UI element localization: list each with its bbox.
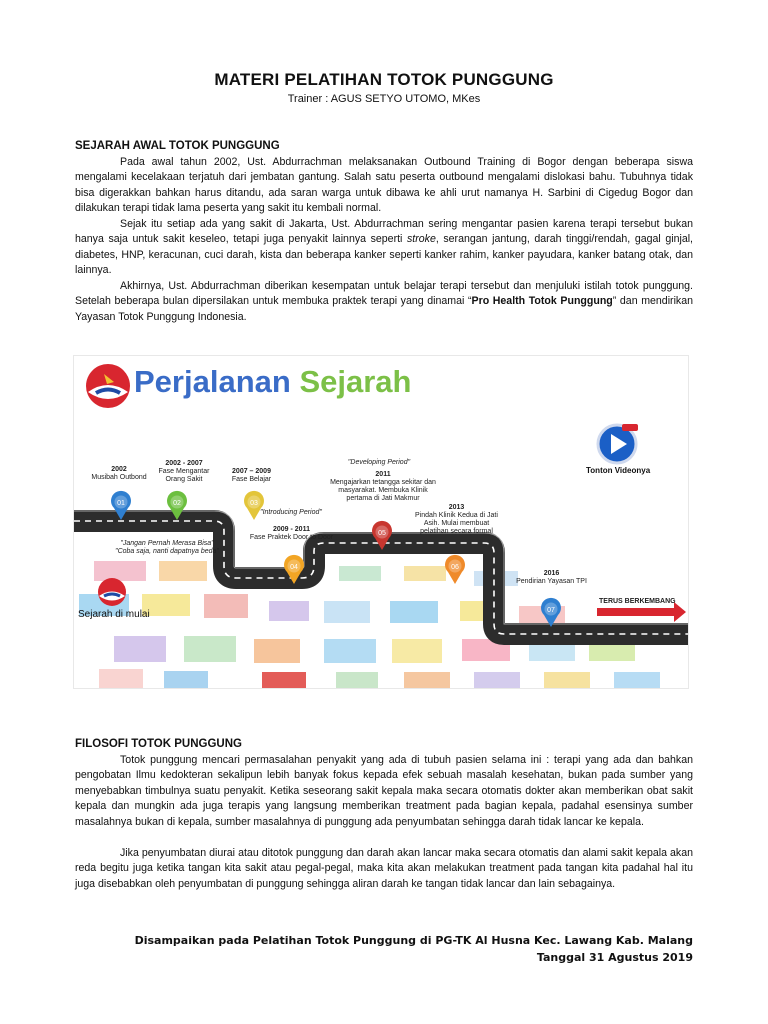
milestone-label-06 [409,504,504,536]
sejarah-p2-text-b: , serangan jantung, darah tinggi/rendah, gagal ginjal, diabetes, HNP, keracunan, cuci darah, kista dan beberapa kanker seperti kanker rahim, kanker payudara, kanker batang otak, dan lainnya. [75,233,694,277]
section-heading-sejarah: SEJARAH AWAL TOTOK PUNGGUNG [75,140,280,152]
milestone-year: 2009 - 2011 [273,526,310,533]
sejarah-p3-text-a: Akhirnya, Ust. Abdurrachman diberikan kesempatan untuk belajar terapi tersebut dan menjuluki istilah totok punggung. Setelah beberapa bulan dipersilakan untuk membuka praktek terapi yang dinamai “ [75,280,693,308]
terus-label: TERUS BERKEMBANG [599,598,676,605]
milestone-text: Musibah Outbond [91,474,147,481]
milestone-number: 05 [378,530,386,537]
sejarah-paragraph-1 [75,155,693,217]
document-title: MATERI PELATIHAN TOTOK PUNGGUNG [214,70,554,89]
milestone-year: 2011 [375,471,391,478]
title-word-2: Sejarah [299,364,412,399]
infographic-title [134,364,411,400]
milestone-year: 2002 - 2007 [165,460,203,467]
quote-2: "Introducing Period" [260,509,322,516]
milestone-text: Fase Mengantar Orang Sakit [158,468,210,483]
milestone-number: 03 [250,500,258,507]
milestone-pin-06 [445,555,465,584]
terus-arrow [597,602,686,622]
milestone-number: 07 [547,607,555,614]
trainer-line: Trainer : AGUS SETYO UTOMO, MKes [287,93,481,105]
sejarah-paragraph-2 [75,217,693,279]
milestone-text: Fase Praktek Door to Door [249,534,334,541]
pro-health-name: Pro Health Totok Punggung [471,295,613,308]
video-label[interactable]: Tonton Videonya [586,466,651,475]
sejarah-p3-text-b: ” dan mendirikan Yayasan Totok Punggung Indonesia. [75,295,694,323]
milestone-number: 04 [290,564,298,571]
quote-1: "Jangan Pernah Merasa Bisa" "Coba saja, nanti dapatnya beda" [115,540,219,555]
milestone-label-07 [504,570,599,586]
filosofi-paragraph-1 [75,753,693,830]
infographic-graphics [74,356,688,688]
title-word-1: Perjalanan [134,364,291,399]
quote-3: "Developing Period" [347,459,411,466]
milestone-label-04 [244,526,339,542]
filosofi-p2-text: Jika penyumbatan diurai atau ditotok punggung dan darah akan lancar maka secara otomatis dan alami sakit kepala akan reda begitu juga ketika tangan kita sakit atau pegal-pegal, maka kita akan melakukan treatment pada tangan kita padahal hal itu juga disebabkan oleh penyumbatan di punggung sehingga aliran darah ke tangan tidak lancar dan lain sebagainya. [75,847,693,890]
milestone-text: Pindah Klinik Kedua di Jati Asih. Mulai membuat pelatihan secara formal [415,512,498,535]
section-heading-filosofi: FILOSOFI TOTOK PUNGGUNG [75,738,242,750]
milestone-text: Mengajarkan tetangga sekitar dan masyarakat. Membuka Klinik pertama di Jati Makmur [330,479,436,502]
milestone-number: 02 [173,500,181,507]
play-video-icon[interactable] [598,424,638,463]
sejarah-paragraph-3 [75,279,693,325]
milestone-number: 06 [451,564,459,571]
sejarah-p2-text-a: Sejak itu setiap ada yang sakit di Jakarta, Ust. Abdurrachman sering mengantar pasien karena terapi tersebut bukan hanya saja untuk sakit keseleo, tetapi juga penyakit lainnya seperti [75,218,693,246]
footer-line-1: Disampaikan pada Pelatihan Totok Punggung di PG-TK Al Husna Kec. Lawang Kab. Malang [134,934,693,947]
history-infographic [73,355,689,689]
milestone-text: Pendirian Yayasan TPI [516,578,587,585]
milestone-text: Fase Belajar [231,476,272,483]
milestone-label-03 [219,468,284,484]
footer-date: Tanggal 31 Agustus 2019 [536,951,693,964]
milestone-year: 2016 [543,570,560,577]
filosofi-paragraph-2 [75,846,693,892]
start-logo [98,578,126,606]
company-logo [86,364,130,408]
milestone-year: 2007 – 2009 [232,468,271,475]
milestone-label-05 [329,471,437,503]
milestone-label-02 [149,460,219,484]
milestone-year: 2002 [111,466,127,473]
stroke-word: stroke [406,233,436,246]
sejarah-p1-text: Pada awal tahun 2002, Ust. Abdurrachman melaksanakan Outbound Training di Bogor dengan beberapa siswa mengalami kecelakaan terjatuh dari jembatan gantung. Salah satu peserta outbound mengalami dislokasi bahu. Tubuhnya tidak bisa digerakkan bahkan harus ditandu, ada saran warga untuk dibawa ke ahli urut namanya H. Sarbini di Cigedug Bogor dan dilakukan terapi tidak lama peserta yang sakit itu kembali normal. [75,156,693,215]
milestone-number: 01 [117,500,125,507]
milestone-label-01 [79,466,159,482]
filosofi-p1-text: Totok punggung mencari permasalahan penyakit yang ada di tubuh pasien selama ini : terapi yang ada dan bahkan pengobatan Ilmu kedokteran sekalipun lebih banyak fokus kepada efek sebuah masalah kesehatan, bukan pada sumber yang menyebabkan timbulnya suatu penyakit. Ketika seseorang sakit kepala maka secara otomatis dokter akan memberikan obat sakit kepala dan mungkin ada juga terapis yang langsung memberikan treatment pada bagian kepala, padahal esensinya sumber masalahnya bukan di kepala, sumber masalahnya di punggung ada penyumbatan sehingga darah tidak lancar ke kepala. [75,754,693,828]
start-label: Sejarah di mulai [78,609,150,620]
milestone-year: 2013 [448,504,465,511]
